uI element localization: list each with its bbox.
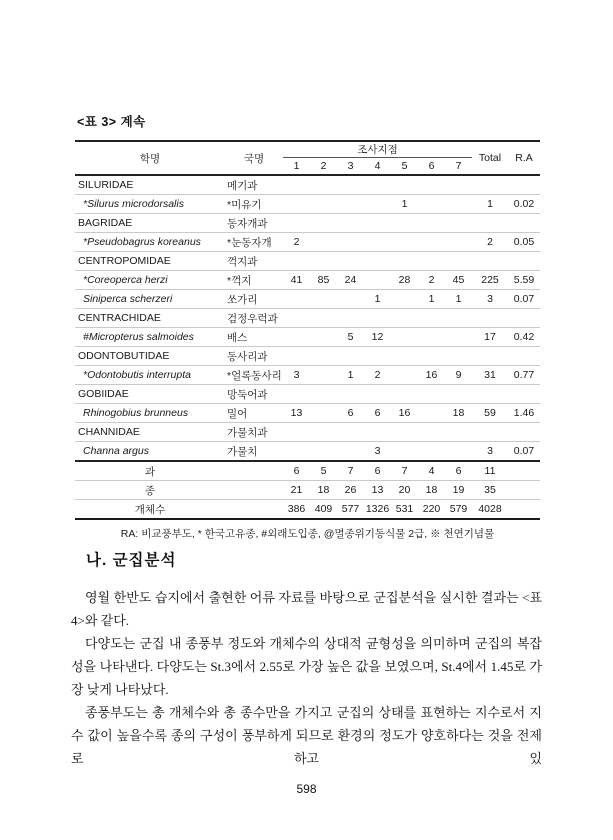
fish-survey-table	[75, 140, 540, 520]
cell-sci: BAGRIDAE	[75, 214, 225, 233]
cell-ra	[508, 500, 540, 520]
cell-kor	[225, 500, 283, 520]
cell-ra: 1.46	[508, 404, 540, 423]
cell-kor: 쏘가리	[225, 290, 283, 309]
cell-site-1	[283, 214, 310, 233]
cell-ra: 0.77	[508, 366, 540, 385]
cell-site-3: 6	[337, 404, 364, 423]
col-header-site-2: 2	[310, 158, 337, 176]
cell-site-5	[391, 423, 418, 442]
table-row	[75, 252, 540, 271]
cell-site-2	[310, 442, 337, 462]
cell-site-5	[391, 328, 418, 347]
table-row	[75, 233, 540, 252]
cell-site-6: 16	[418, 366, 445, 385]
cell-ra	[508, 175, 540, 195]
cell-site-5	[391, 366, 418, 385]
cell-site-4	[364, 252, 391, 271]
cell-site-4	[364, 385, 391, 404]
cell-ra	[508, 461, 540, 481]
table-header	[75, 141, 540, 175]
cell-site-2	[310, 347, 337, 366]
col-header-site-6: 6	[418, 158, 445, 176]
cell-site-1	[283, 385, 310, 404]
table-body	[75, 175, 540, 519]
cell-site-2	[310, 233, 337, 252]
cell-site-2	[310, 214, 337, 233]
cell-site-1: 41	[283, 271, 310, 290]
col-header-site-1: 1	[283, 158, 310, 176]
cell-kor: 검정우럭과	[225, 309, 283, 328]
table-row	[75, 290, 540, 309]
cell-summary-label: 과	[75, 461, 225, 481]
cell-site-5	[391, 290, 418, 309]
cell-site-5	[391, 347, 418, 366]
cell-site-3: 24	[337, 271, 364, 290]
cell-ra	[508, 309, 540, 328]
cell-total	[472, 175, 508, 195]
cell-sci: #Micropterus salmoides	[75, 328, 225, 347]
cell-site-4: 1	[364, 290, 391, 309]
cell-total: 3	[472, 290, 508, 309]
cell-total: 2	[472, 233, 508, 252]
cell-kor: 동사리과	[225, 347, 283, 366]
table-row	[75, 385, 540, 404]
cell-total: 17	[472, 328, 508, 347]
cell-total: 225	[472, 271, 508, 290]
body-text	[71, 586, 542, 770]
cell-site-7	[445, 309, 472, 328]
cell-sci: *Silurus microdorsalis	[75, 195, 225, 214]
cell-sci: *Coreoperca herzi	[75, 271, 225, 290]
cell-total: 3	[472, 442, 508, 462]
cell-sci: CHANNIDAE	[75, 423, 225, 442]
cell-total	[472, 214, 508, 233]
cell-site-2	[310, 175, 337, 195]
cell-site-6: 4	[418, 461, 445, 481]
cell-site-7	[445, 195, 472, 214]
table-row	[75, 423, 540, 442]
cell-ra: 0.07	[508, 290, 540, 309]
cell-site-1	[283, 423, 310, 442]
cell-sci: *Pseudobagrus koreanus	[75, 233, 225, 252]
cell-site-3	[337, 252, 364, 271]
cell-total: 35	[472, 481, 508, 500]
cell-site-3: 1	[337, 366, 364, 385]
cell-site-3	[337, 233, 364, 252]
cell-kor: 메기과	[225, 175, 283, 195]
cell-summary-label: 종	[75, 481, 225, 500]
cell-site-1	[283, 347, 310, 366]
cell-site-2	[310, 290, 337, 309]
cell-site-3: 26	[337, 481, 364, 500]
cell-site-1: 386	[283, 500, 310, 520]
cell-site-1: 6	[283, 461, 310, 481]
cell-kor: *꺽지	[225, 271, 283, 290]
cell-site-5: 16	[391, 404, 418, 423]
cell-site-3	[337, 175, 364, 195]
cell-site-2	[310, 423, 337, 442]
cell-site-2	[310, 195, 337, 214]
cell-site-6	[418, 309, 445, 328]
cell-site-7: 9	[445, 366, 472, 385]
cell-site-6	[418, 175, 445, 195]
cell-ra	[508, 481, 540, 500]
cell-site-6	[418, 423, 445, 442]
cell-site-3	[337, 442, 364, 462]
cell-site-6	[418, 347, 445, 366]
cell-ra: 0.07	[508, 442, 540, 462]
cell-kor: 동자개과	[225, 214, 283, 233]
cell-total	[472, 347, 508, 366]
cell-site-6	[418, 442, 445, 462]
cell-site-2: 18	[310, 481, 337, 500]
cell-site-2: 5	[310, 461, 337, 481]
cell-site-5	[391, 385, 418, 404]
cell-site-4: 1326	[364, 500, 391, 520]
cell-ra	[508, 347, 540, 366]
cell-site-2	[310, 404, 337, 423]
paragraph: 영월 한반도 습지에서 출현한 어류 자료를 바탕으로 군집분석을 실시한 결과는 <표 4>와 같다.	[71, 590, 542, 628]
col-header-ra: R.A	[508, 141, 540, 175]
cell-site-6	[418, 195, 445, 214]
cell-summary-label: 개체수	[75, 500, 225, 520]
cell-site-4	[364, 175, 391, 195]
cell-ra: 0.05	[508, 233, 540, 252]
cell-site-1: 13	[283, 404, 310, 423]
cell-site-5	[391, 442, 418, 462]
cell-site-6	[418, 252, 445, 271]
table-footnote: RA: 비교풍부도, * 한국고유종, #외래도입종, @멸종위기동식물 2급, ※ 천연기념물	[120, 528, 495, 540]
cell-sci: CENTRACHIDAE	[75, 309, 225, 328]
col-header-korean-name: 국명	[225, 141, 283, 175]
cell-kor: *미유기	[225, 195, 283, 214]
cell-total	[472, 385, 508, 404]
cell-total: 31	[472, 366, 508, 385]
cell-site-5	[391, 175, 418, 195]
cell-kor: *눈동자개	[225, 233, 283, 252]
col-header-site-5: 5	[391, 158, 418, 176]
cell-site-1	[283, 195, 310, 214]
cell-sci: GOBIIDAE	[75, 385, 225, 404]
cell-site-3	[337, 195, 364, 214]
cell-ra: 0.02	[508, 195, 540, 214]
cell-site-1	[283, 442, 310, 462]
paragraph: 다양도는 군집 내 종풍부 정도와 개체수의 상대적 균형성을 의미하며 군집의 복잡성을 나타낸다. 다양도는 St.3에서 2.55로 가장 높은 값을 보였으며, St.4에서 1.45로 가장 낮게 나타났다.	[71, 636, 542, 697]
cell-site-2	[310, 366, 337, 385]
cell-site-3: 7	[337, 461, 364, 481]
cell-site-4: 12	[364, 328, 391, 347]
section-heading: 나. 군집분석	[86, 552, 177, 569]
cell-sci: *Odontobutis interrupta	[75, 366, 225, 385]
cell-site-6	[418, 328, 445, 347]
cell-site-7: 1	[445, 290, 472, 309]
cell-site-4	[364, 214, 391, 233]
cell-site-3	[337, 423, 364, 442]
col-header-total: Total	[472, 141, 508, 175]
cell-ra	[508, 385, 540, 404]
cell-site-1	[283, 290, 310, 309]
cell-kor	[225, 461, 283, 481]
cell-site-6: 1	[418, 290, 445, 309]
cell-site-7	[445, 233, 472, 252]
cell-site-7	[445, 328, 472, 347]
cell-site-3	[337, 290, 364, 309]
cell-site-3: 577	[337, 500, 364, 520]
cell-site-4: 6	[364, 461, 391, 481]
summary-row-individuals	[75, 500, 540, 520]
page-number: 598	[296, 782, 317, 796]
paragraph: 종풍부도는 총 개체수와 총 종수만을 가지고 군집의 상태를 표현하는 지수로서 지수 값이 높을수록 종의 구성이 풍부하게 되므로 환경의 정도가 양호하다는 것을 전제로 하고 있	[71, 705, 542, 766]
cell-site-2	[310, 328, 337, 347]
cell-kor: 배스	[225, 328, 283, 347]
cell-site-4	[364, 423, 391, 442]
cell-site-1	[283, 175, 310, 195]
table-row	[75, 404, 540, 423]
cell-site-4	[364, 233, 391, 252]
cell-ra	[508, 252, 540, 271]
cell-site-5: 7	[391, 461, 418, 481]
cell-site-7	[445, 347, 472, 366]
cell-site-7	[445, 385, 472, 404]
cell-site-5: 28	[391, 271, 418, 290]
cell-site-1: 3	[283, 366, 310, 385]
cell-site-7	[445, 214, 472, 233]
cell-ra: 0.42	[508, 328, 540, 347]
cell-site-5	[391, 309, 418, 328]
cell-site-5: 20	[391, 481, 418, 500]
cell-site-4: 2	[364, 366, 391, 385]
cell-site-7	[445, 423, 472, 442]
cell-kor: 꺽지과	[225, 252, 283, 271]
cell-site-4	[364, 195, 391, 214]
cell-site-1	[283, 309, 310, 328]
col-header-scientific-name: 학명	[75, 141, 225, 175]
cell-kor: 가물치과	[225, 423, 283, 442]
cell-sci: CENTROPOMIDAE	[75, 252, 225, 271]
summary-row-families	[75, 461, 540, 481]
table-row	[75, 366, 540, 385]
cell-site-7: 45	[445, 271, 472, 290]
cell-total: 59	[472, 404, 508, 423]
cell-site-6	[418, 214, 445, 233]
cell-site-4	[364, 309, 391, 328]
cell-ra	[508, 423, 540, 442]
cell-kor: 밀어	[225, 404, 283, 423]
cell-sci: ODONTOBUTIDAE	[75, 347, 225, 366]
cell-site-3	[337, 309, 364, 328]
cell-site-2: 85	[310, 271, 337, 290]
cell-site-2	[310, 252, 337, 271]
cell-site-4: 13	[364, 481, 391, 500]
cell-site-1	[283, 328, 310, 347]
table-row	[75, 328, 540, 347]
cell-site-7	[445, 175, 472, 195]
table-row	[75, 214, 540, 233]
cell-site-5	[391, 214, 418, 233]
cell-site-7	[445, 442, 472, 462]
cell-site-7: 19	[445, 481, 472, 500]
summary-row-species	[75, 481, 540, 500]
cell-sci: Siniperca scherzeri	[75, 290, 225, 309]
col-header-site-4: 4	[364, 158, 391, 176]
cell-site-6	[418, 385, 445, 404]
cell-site-4: 3	[364, 442, 391, 462]
cell-site-1: 2	[283, 233, 310, 252]
header-row-1	[75, 141, 540, 158]
cell-sci: Rhinogobius brunneus	[75, 404, 225, 423]
cell-site-4	[364, 271, 391, 290]
table-row	[75, 442, 540, 462]
cell-site-5: 1	[391, 195, 418, 214]
cell-kor: 가물치	[225, 442, 283, 462]
cell-site-3	[337, 214, 364, 233]
cell-site-1: 21	[283, 481, 310, 500]
cell-total: 4028	[472, 500, 508, 520]
cell-sci: SILURIDAE	[75, 175, 225, 195]
col-header-survey-sites: 조사지점	[283, 141, 472, 158]
cell-total: 11	[472, 461, 508, 481]
cell-kor	[225, 481, 283, 500]
cell-site-4: 6	[364, 404, 391, 423]
cell-sci: Channa argus	[75, 442, 225, 462]
cell-site-4	[364, 347, 391, 366]
table-row	[75, 309, 540, 328]
col-header-site-7: 7	[445, 158, 472, 176]
cell-site-6: 2	[418, 271, 445, 290]
table-title: <표 3> 계속	[77, 115, 146, 129]
cell-site-7: 579	[445, 500, 472, 520]
table-row	[75, 347, 540, 366]
cell-site-6	[418, 233, 445, 252]
cell-ra	[508, 214, 540, 233]
col-header-site-3: 3	[337, 158, 364, 176]
table-row	[75, 175, 540, 195]
cell-total	[472, 252, 508, 271]
cell-total: 1	[472, 195, 508, 214]
species-table-block	[75, 112, 540, 541]
table-row	[75, 271, 540, 290]
cell-site-6: 18	[418, 481, 445, 500]
cell-site-6: 220	[418, 500, 445, 520]
cell-site-5	[391, 233, 418, 252]
cell-kor: *얼록동사리	[225, 366, 283, 385]
cell-site-7: 6	[445, 461, 472, 481]
table-row	[75, 195, 540, 214]
cell-site-6	[418, 404, 445, 423]
cell-site-7	[445, 252, 472, 271]
cell-site-1	[283, 252, 310, 271]
cell-site-2	[310, 309, 337, 328]
cell-site-3	[337, 385, 364, 404]
cell-total	[472, 309, 508, 328]
cell-site-5: 531	[391, 500, 418, 520]
cell-kor: 망둑어과	[225, 385, 283, 404]
cell-site-2	[310, 385, 337, 404]
cell-site-2: 409	[310, 500, 337, 520]
cell-site-5	[391, 252, 418, 271]
cell-ra: 5.59	[508, 271, 540, 290]
cell-site-7: 18	[445, 404, 472, 423]
cell-site-3: 5	[337, 328, 364, 347]
cell-total	[472, 423, 508, 442]
cell-site-3	[337, 347, 364, 366]
